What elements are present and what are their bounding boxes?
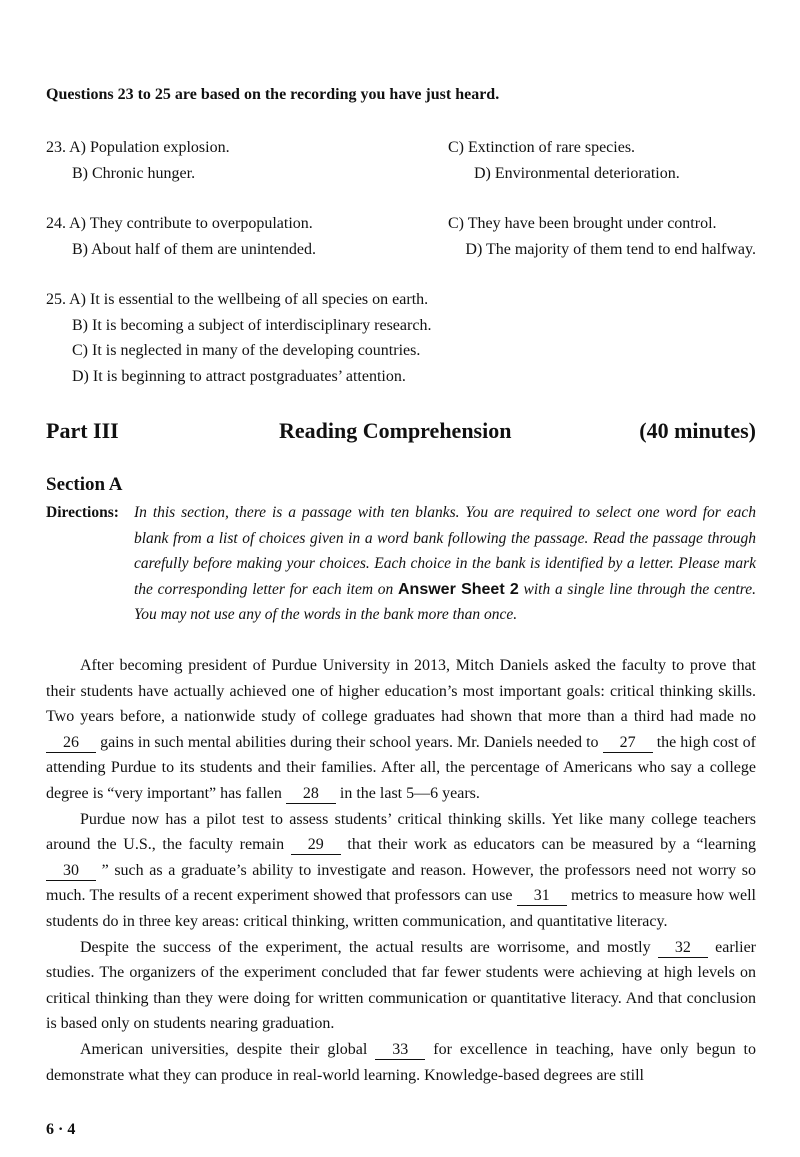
paragraph-1 <box>46 653 756 807</box>
option-b: B) Chronic hunger. <box>72 164 196 182</box>
passage-text: Purdue now has a pilot test to assess students’ critical thinking skills. Yet like many college teachers around the U.S., the faculty remain <box>46 810 756 854</box>
page-number: 6 · 4 <box>46 1121 76 1138</box>
option-b: B) It is becoming a subject of interdisciplinary research. <box>72 316 432 334</box>
passage-text: earlier studies. The organizers of the experiment concluded that far fewer students were achieving at high levels on critical thinking than they were doing for written communication or quantitative literacy. And that conclusion is based only on students nearing graduation. <box>46 938 756 1033</box>
option-d: D) It is beginning to attract postgraduates’ attention. <box>72 367 406 385</box>
passage-text: for excellence in teaching, have only begun to demonstrate what they can produce in real-world learning. Knowledge-based degrees are still <box>46 1040 756 1084</box>
questions-heading: Questions 23 to 25 are based on the recording you have just heard. <box>46 86 500 103</box>
paragraph-3 <box>46 935 756 1037</box>
question-23 <box>46 135 756 186</box>
directions-text-part-1: In this section, there is a passage with ten blanks. You are required to select one word for each blank from a list of choices given in a word bank following the passage. Read the passage through carefully before making your choices. Each choice in the bank is identified by a letter. Please mark the corresponding letter for each item on <box>134 504 756 598</box>
directions <box>46 500 756 628</box>
option-c: C) They have been brought under control. <box>448 215 717 232</box>
reading-passage <box>46 653 756 1088</box>
blank-31: 31 <box>517 887 567 906</box>
option-c: C) It is neglected in many of the developing countries. <box>72 342 421 359</box>
question-24 <box>46 211 756 262</box>
option-c: C) Extinction of rare species. <box>448 139 636 156</box>
directions-label: Directions: <box>46 504 119 521</box>
blank-27: 27 <box>603 734 653 753</box>
blank-29: 29 <box>291 836 341 855</box>
paragraph-4 <box>46 1037 756 1088</box>
part-title: Reading Comprehension <box>279 418 512 443</box>
answer-sheet-label: Answer Sheet 2 <box>398 580 519 598</box>
blank-26: 26 <box>46 734 96 753</box>
part-time: (40 minutes) <box>639 418 756 443</box>
blank-30: 30 <box>46 862 96 881</box>
question-25 <box>46 287 756 389</box>
passage-text: the high cost of attending Purdue to its students and their families. After all, the percentage of Americans who say a college degree is “very important” has fallen <box>46 733 756 802</box>
directions-text-part-2: with a single line through the centre. You may not use any of the words in the bank more than once. <box>134 580 756 623</box>
paragraph-2 <box>46 807 756 935</box>
blank-28: 28 <box>286 785 336 804</box>
directions-text <box>134 500 756 628</box>
passage-text: Despite the success of the experiment, the actual results are worrisome, and mostly <box>80 938 658 956</box>
option-d: D) Environmental deterioration. <box>474 164 680 182</box>
part-heading <box>46 418 756 444</box>
option-a: A) They contribute to overpopulation. <box>69 215 313 232</box>
part-label: Part III <box>46 418 119 443</box>
passage-text: American universities, despite their global <box>80 1040 376 1058</box>
blank-32: 32 <box>658 939 708 958</box>
option-a: A) It is essential to the wellbeing of all species on earth. <box>69 291 429 308</box>
passage-text: metrics to measure how well students do in three key areas: critical thinking, written communication, and quantitative literacy. <box>46 887 756 930</box>
option-d: D) The majority of them tend to end halfway. <box>465 240 756 258</box>
passage-text: After becoming president of Purdue University in 2013, Mitch Daniels asked the faculty to prove that their students have actually achieved one of higher education’s most important goals: critical thinking skills. Two years before, a nationwide study of college graduates had shown that more than a third had made no <box>46 657 756 726</box>
passage-text: gains in such mental abilities during their school years. Mr. Daniels needed to <box>96 733 603 751</box>
passage-text: that their work as educators can be measured by a “learning <box>340 836 757 854</box>
section-heading: Section A <box>46 474 123 495</box>
question-number: 24. <box>46 215 66 232</box>
option-a: A) Population explosion. <box>69 139 230 156</box>
question-number: 25. <box>46 291 66 308</box>
question-number: 23. <box>46 139 66 156</box>
blank-33: 33 <box>375 1041 425 1060</box>
passage-text: ” such as a graduate’s ability to investigate and reason. However, the professors need not worry so much. The results of a recent experiment showed that professors can use <box>46 861 756 905</box>
passage-text: in the last 5—6 years. <box>335 784 480 802</box>
option-b: B) About half of them are unintended. <box>72 240 316 258</box>
